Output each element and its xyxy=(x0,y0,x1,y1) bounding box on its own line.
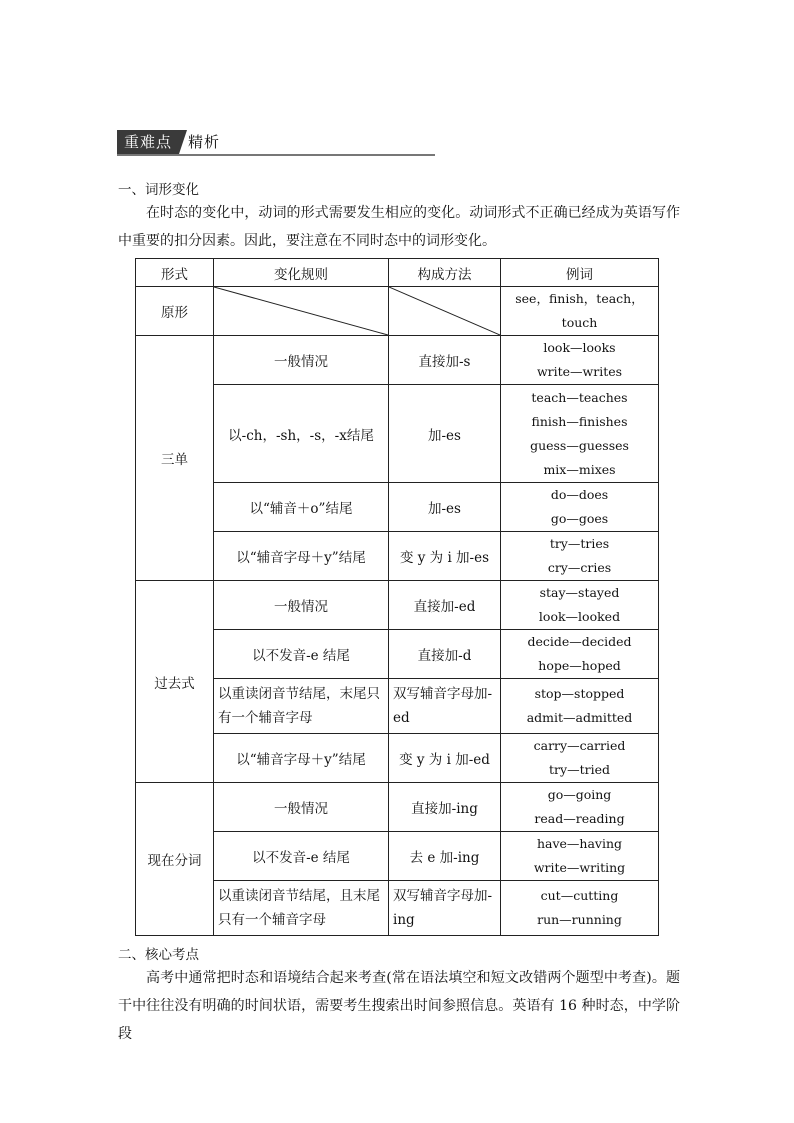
method-cell: 加-es xyxy=(389,385,501,483)
example-pair: run—running xyxy=(537,912,622,927)
rule-cell: 以重读闭音节结尾，末尾只有一个辅音字母 xyxy=(214,679,389,734)
example-pair: do—does xyxy=(550,487,609,502)
example-pair: cut—cutting xyxy=(540,888,619,903)
example-pair: try—tries xyxy=(549,536,610,551)
header-examples: 例词 xyxy=(501,259,659,287)
example-pair: hope—hoped xyxy=(538,658,621,673)
section2-paragraph xyxy=(118,964,680,1048)
section1-text: 在时态的变化中，动词的形式需要发生相应的变化。动词形式不正确已经成为英语写作中重要的扣分因素。因此，要注意在不同时态中的词形变化。 xyxy=(118,205,680,249)
example-pair: stop—stopped xyxy=(534,686,625,701)
method-cell: 加-es xyxy=(389,483,501,532)
example-pair: cry—cries xyxy=(547,560,612,575)
banner-underline xyxy=(117,154,435,156)
section2-title: 二、核心考点 xyxy=(118,947,199,963)
table-row xyxy=(136,385,659,483)
example-pair: try—tried xyxy=(549,762,610,777)
banner-notch xyxy=(179,130,187,154)
table-row xyxy=(136,483,659,532)
examples-cell xyxy=(501,385,659,483)
verb-form-table xyxy=(135,258,659,936)
rule-cell: 一般情况 xyxy=(214,581,389,630)
table-row xyxy=(136,336,659,385)
table-row xyxy=(136,679,659,734)
example-pair: go—going xyxy=(547,787,612,802)
examples-cell xyxy=(501,336,659,385)
banner-label-dark: 重难点 xyxy=(117,130,179,154)
example-pair: mix—mixes xyxy=(543,461,616,477)
table-row-base xyxy=(136,287,659,336)
table-row xyxy=(136,630,659,679)
rule-cell: 一般情况 xyxy=(214,783,389,832)
example-pair: admit—admitted xyxy=(526,710,633,725)
rule-cell: 一般情况 xyxy=(214,336,389,385)
examples-cell xyxy=(501,734,659,783)
form-past-tense: 过去式 xyxy=(136,581,214,783)
header-rule: 变化规则 xyxy=(214,259,389,287)
examples-cell xyxy=(501,581,659,630)
method-cell: 变 y 为 i 加-es xyxy=(389,532,501,581)
table-row xyxy=(136,881,659,936)
example-pair: have—having xyxy=(536,836,623,851)
header-method: 构成方法 xyxy=(389,259,501,287)
examples-cell xyxy=(501,881,659,936)
method-cell: 直接加-ed xyxy=(389,581,501,630)
example-pair: read—reading xyxy=(534,811,625,826)
examples-cell xyxy=(501,832,659,881)
examples-cell xyxy=(501,630,659,679)
example-pair: go—goes xyxy=(550,511,609,526)
table-row xyxy=(136,581,659,630)
section1-title: 一、词形变化 xyxy=(118,182,199,198)
rule-cell: 以不发音-e 结尾 xyxy=(214,630,389,679)
method-cell: 双写辅音字母加-ing xyxy=(389,881,501,936)
section2-text: 高考中通常把时态和语境结合起来考查(常在语法填空和短文改错两个题型中考查)。题干中往往没有明确的时间状语，需要考生搜索出时间参照信息。英语有 16 种时态，中学阶段 xyxy=(118,970,680,1042)
section1-paragraph xyxy=(118,199,680,255)
example-pair: write—writes xyxy=(536,364,623,379)
examples-cell xyxy=(501,532,659,581)
form-present-participle: 现在分词 xyxy=(136,783,214,936)
table-row xyxy=(136,532,659,581)
example-pair: decide—decided xyxy=(527,634,632,649)
method-cell: 变 y 为 i 加-ed xyxy=(389,734,501,783)
empty-cell-diagonal xyxy=(389,287,501,336)
method-cell: 直接加-d xyxy=(389,630,501,679)
section-banner xyxy=(117,130,437,154)
table-row xyxy=(136,832,659,881)
rule-cell: 以不发音-e 结尾 xyxy=(214,832,389,881)
examples-cell xyxy=(501,679,659,734)
header-form: 形式 xyxy=(136,259,214,287)
rule-cell: 以-ch，-sh，-s，-x结尾 xyxy=(214,385,389,483)
rule-cell: 以“辅音＋o”结尾 xyxy=(214,483,389,532)
examples-base: see，finish，teach，touch xyxy=(501,287,659,336)
example-pair: look—looked xyxy=(538,609,621,624)
banner-label-light: 精析 xyxy=(188,133,221,151)
method-cell: 直接加-s xyxy=(389,336,501,385)
example-pair: stay—stayed xyxy=(539,585,620,600)
rule-cell: 以“辅音字母＋y”结尾 xyxy=(214,734,389,783)
method-cell: 双写辅音字母加-ed xyxy=(389,679,501,734)
table-header-row xyxy=(136,259,659,287)
example-pair: teach—teaches xyxy=(531,389,628,405)
example-pair: finish—finishes xyxy=(531,413,628,429)
example-pair: write—writing xyxy=(533,860,626,875)
example-pair: carry—carried xyxy=(533,738,626,753)
examples-cell xyxy=(501,783,659,832)
example-pair: guess—guesses xyxy=(530,437,629,453)
method-cell: 直接加-ing xyxy=(389,783,501,832)
examples-cell xyxy=(501,483,659,532)
empty-cell-diagonal xyxy=(214,287,389,336)
example-pair: look—looks xyxy=(543,340,616,355)
table-row xyxy=(136,734,659,783)
rule-cell: 以“辅音字母＋y”结尾 xyxy=(214,532,389,581)
form-base: 原形 xyxy=(136,287,214,336)
rule-cell: 以重读闭音节结尾，且末尾只有一个辅音字母 xyxy=(214,881,389,936)
form-third-person: 三单 xyxy=(136,336,214,581)
table-row xyxy=(136,783,659,832)
method-cell: 去 e 加-ing xyxy=(389,832,501,881)
